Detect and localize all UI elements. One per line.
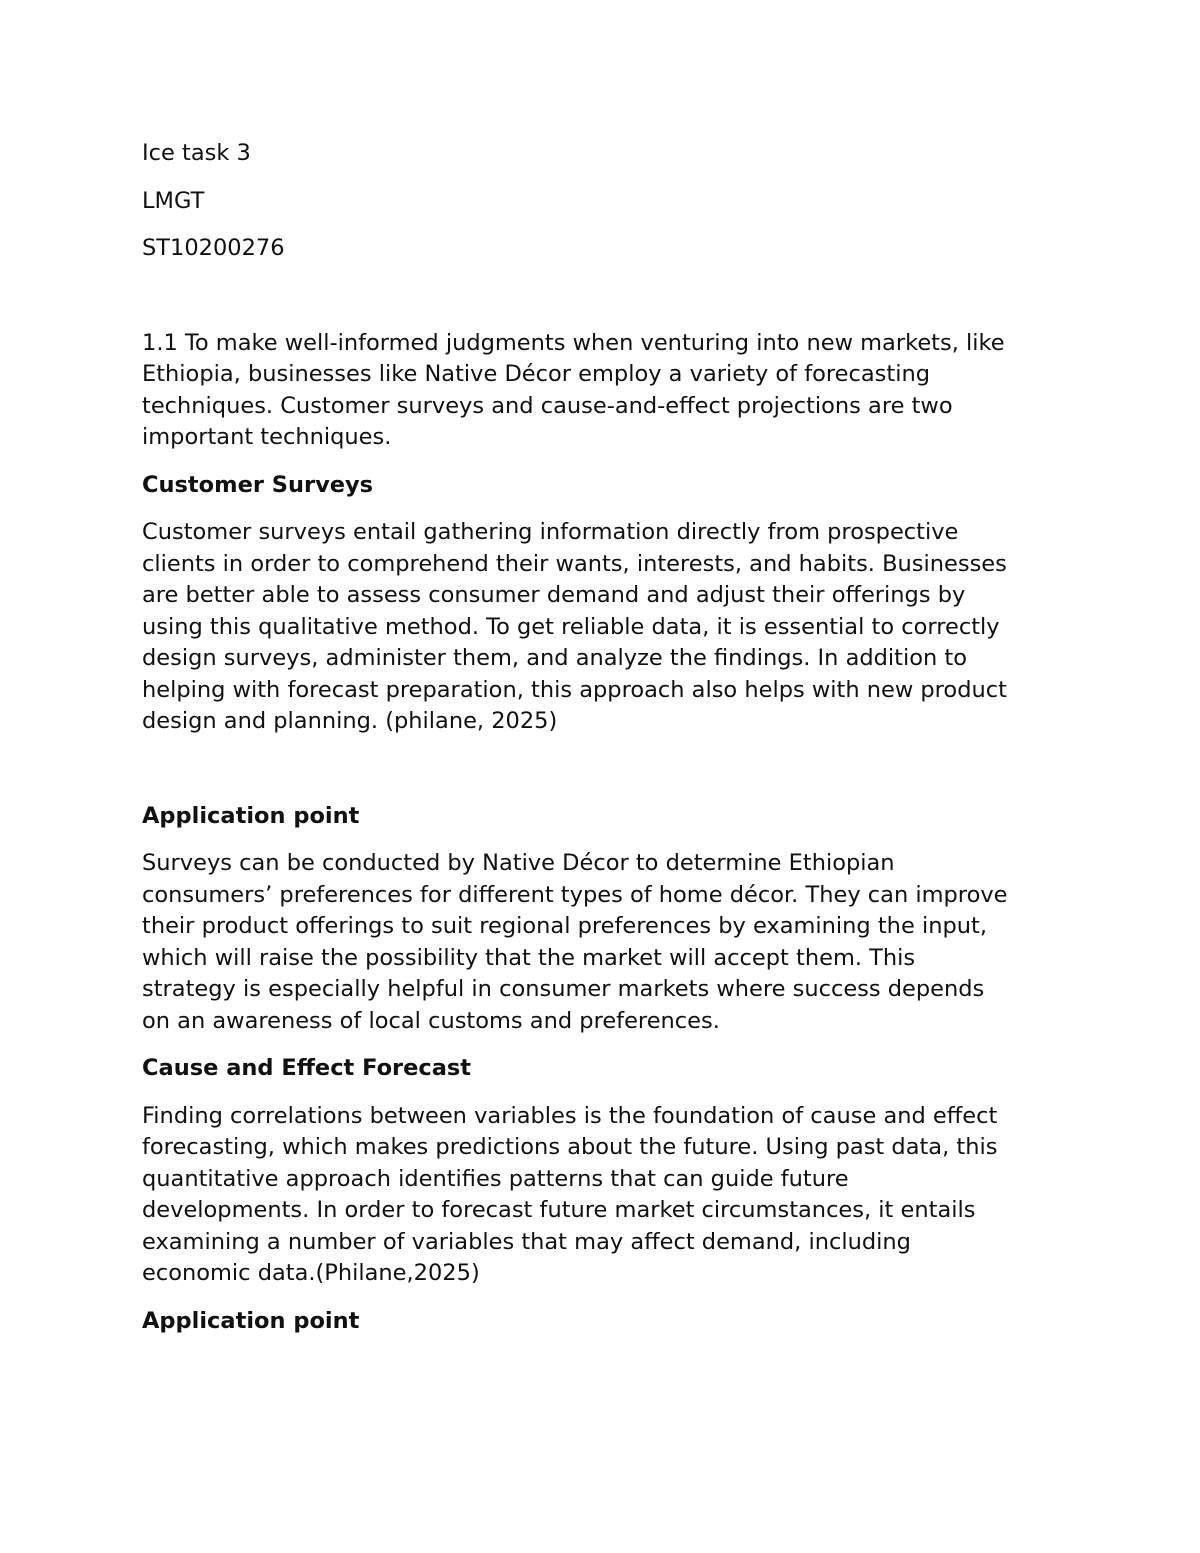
- application-point-paragraph: [142, 848, 1067, 1037]
- paragraph-line: are better able to assess consumer demand and adjust their offerings by: [142, 582, 966, 608]
- paragraph-line: using this qualitative method. To get reliable data, it is essential to correctly: [142, 613, 1000, 640]
- paragraph-line: Surveys can be conducted by Native Décor to determine Ethiopian: [142, 850, 895, 876]
- paragraph-line: Ethiopia, businesses like Native Décor employ a variety of forecasting: [142, 361, 930, 387]
- document-title: Ice task 3: [142, 140, 251, 166]
- paragraph-line: Finding correlations between variables is the foundation of cause and effect: [142, 1102, 998, 1129]
- paragraph-line: techniques. Customer surveys and cause-and-effect projections are two: [142, 392, 953, 419]
- paragraph-line: on an awareness of local customs and preferences.: [142, 1007, 720, 1034]
- section-heading-application-point: Application point: [142, 802, 360, 829]
- paragraph-line: their product offerings to suit regional preferences by examining the input,: [142, 913, 987, 939]
- section-heading-customer-surveys: Customer Surveys: [142, 471, 374, 498]
- paragraph-line: helping with forecast preparation, this approach also helps with new product: [142, 676, 1007, 703]
- paragraph-line: design and planning. (philane, 2025): [142, 708, 558, 734]
- paragraph-line: consumers’ preferences for different types of home décor. They can improve: [142, 881, 1008, 908]
- section-heading-cause-and-effect: Cause and Effect Forecast: [142, 1055, 472, 1081]
- cause-and-effect-paragraph: [142, 1101, 1067, 1290]
- customer-surveys-paragraph: [142, 517, 1067, 738]
- document-body: [142, 138, 1067, 1337]
- paragraph-line: forecasting, which makes predictions about the future. Using past data, this: [142, 1134, 998, 1160]
- paragraph-line: examining a number of variables that may affect demand, including: [142, 1228, 911, 1255]
- module-code: LMGT: [142, 187, 205, 214]
- paragraph-line: Customer surveys entail gathering information directly from prospective: [142, 519, 959, 545]
- paragraph-line: 1.1 To make well-informed judgments when venturing into new markets, like: [142, 329, 1005, 356]
- paragraph-line: which will raise the possibility that the market will accept them. This: [142, 944, 916, 971]
- paragraph-line: strategy is especially helpful in consumer markets where success depends: [142, 976, 985, 1002]
- paragraph-line: important techniques.: [142, 424, 392, 450]
- section-heading-application-point-2: Application point: [142, 1307, 360, 1334]
- paragraph-line: economic data.(Philane,2025): [142, 1260, 480, 1286]
- intro-paragraph: [142, 328, 1067, 454]
- paragraph-line: developments. In order to forecast future market circumstances, it entails: [142, 1197, 976, 1223]
- paragraph-line: quantitative approach identifies patterns that can guide future: [142, 1165, 849, 1192]
- paragraph-line: clients in order to comprehend their wants, interests, and habits. Businesses: [142, 550, 1007, 577]
- student-number: ST10200276: [142, 235, 285, 261]
- paragraph-line: design surveys, administer them, and analyze the findings. In addition to: [142, 645, 968, 671]
